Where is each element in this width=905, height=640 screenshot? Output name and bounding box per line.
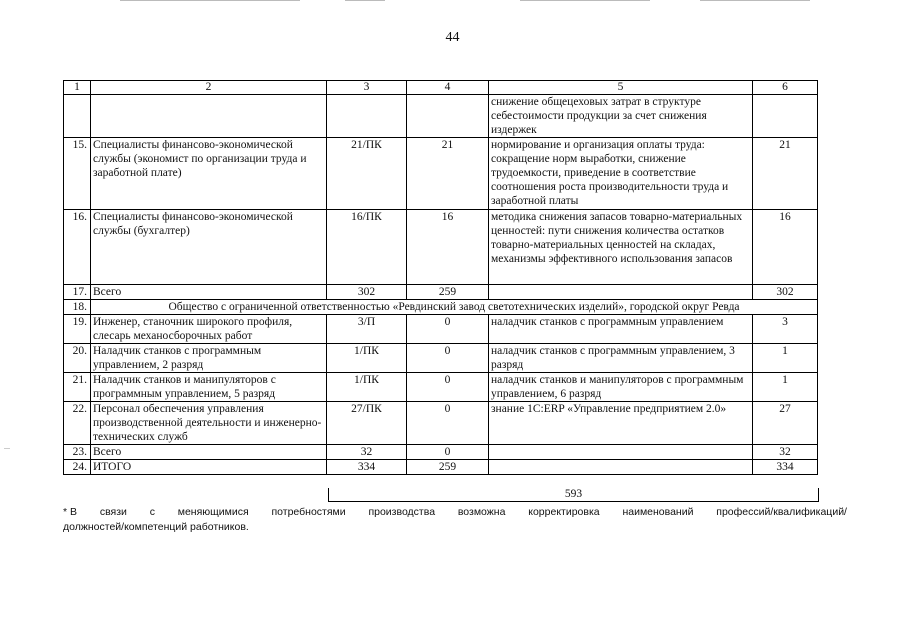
row-profession: Специалисты финансово-экономической службы (экономист по организации труда и заработной плате) bbox=[91, 138, 327, 210]
footnote-word: меняющимися bbox=[177, 506, 249, 518]
row-col4: 16 bbox=[407, 210, 489, 285]
margin-mark bbox=[4, 448, 10, 449]
training-table bbox=[63, 80, 818, 475]
footnote-word: связи bbox=[99, 506, 127, 518]
row-col3: 3/П bbox=[327, 315, 407, 344]
row-col4: 21 bbox=[407, 138, 489, 210]
footnote-word: профессий/квалификаций/ bbox=[716, 506, 847, 518]
row-col4: 259 bbox=[407, 285, 489, 300]
total-row bbox=[64, 460, 818, 475]
header-cell: 3 bbox=[327, 81, 407, 95]
row-col3: 21/ПК bbox=[327, 138, 407, 210]
row-number: 18. bbox=[64, 300, 91, 315]
row-profession: Наладчик станков и манипуляторов с программным управлением, 5 разряд bbox=[91, 373, 327, 402]
footnote-word: корректировка bbox=[528, 506, 600, 518]
footnote-word: потребностями bbox=[271, 506, 346, 518]
header-cell: 2 bbox=[91, 81, 327, 95]
table-row bbox=[64, 210, 818, 285]
row-profession: Всего bbox=[91, 445, 327, 460]
footnote-word: возможна bbox=[457, 506, 506, 518]
row-col4 bbox=[407, 95, 489, 138]
row-col6: 16 bbox=[753, 210, 818, 285]
page-number: 44 bbox=[445, 30, 460, 45]
row-program: нормирование и организация оплаты труда: сокращение норм выработки, снижение трудоемкости, приведение в соответствие соотношения роста производительности труда и заработной платы bbox=[489, 138, 753, 210]
footnote-line bbox=[63, 505, 847, 520]
organization-name: Общество с ограниченной ответственностью «Ревдинский завод светотехнических изделий», городской округ Ревда bbox=[91, 300, 818, 315]
row-number: 19. bbox=[64, 315, 91, 344]
row-program: наладчик станков с программным управлением bbox=[489, 315, 753, 344]
table-row bbox=[64, 285, 818, 300]
row-number: 20. bbox=[64, 344, 91, 373]
row-col6: 302 bbox=[753, 285, 818, 300]
row-col4: 0 bbox=[407, 445, 489, 460]
row-col6: 32 bbox=[753, 445, 818, 460]
row-profession: Персонал обеспечения управления производственной деятельности и инженерно-технических служб bbox=[91, 402, 327, 445]
row-profession: ИТОГО bbox=[91, 460, 327, 475]
top-edge-line bbox=[520, 0, 650, 1]
row-program: наладчик станков с программным управлением, 3 разряд bbox=[489, 344, 753, 373]
header-cell: 5 bbox=[489, 81, 753, 95]
row-col3: 16/ПК bbox=[327, 210, 407, 285]
row-col3: 1/ПК bbox=[327, 373, 407, 402]
row-col3: 334 bbox=[327, 460, 407, 475]
footnote-word: наименований bbox=[622, 506, 694, 518]
row-program bbox=[489, 445, 753, 460]
row-col3: 1/ПК bbox=[327, 344, 407, 373]
row-program: снижение общецеховых затрат в структуре себестоимости продукции за счет снижения издержек bbox=[489, 95, 753, 138]
footnote-word: производства bbox=[368, 506, 436, 518]
top-edge-line bbox=[700, 0, 810, 1]
top-edge-line bbox=[345, 0, 385, 1]
row-number: 22. bbox=[64, 402, 91, 445]
row-col6: 1 bbox=[753, 373, 818, 402]
header-cell: 4 bbox=[407, 81, 489, 95]
footnote bbox=[63, 505, 847, 535]
row-number: 16. bbox=[64, 210, 91, 285]
footnote-word: * В bbox=[63, 506, 78, 518]
row-profession: Инженер, станочник широкого профиля, слесарь механосборочных работ bbox=[91, 315, 327, 344]
header-row bbox=[64, 81, 818, 95]
table-row bbox=[64, 344, 818, 373]
row-profession: Специалисты финансово-экономической службы (бухгалтер) bbox=[91, 210, 327, 285]
top-edge-line bbox=[120, 0, 300, 1]
row-col4: 259 bbox=[407, 460, 489, 475]
row-col4: 0 bbox=[407, 402, 489, 445]
row-col3: 302 bbox=[327, 285, 407, 300]
row-program bbox=[489, 285, 753, 300]
table-row bbox=[64, 373, 818, 402]
header-cell: 6 bbox=[753, 81, 818, 95]
row-col6: 1 bbox=[753, 344, 818, 373]
row-col3 bbox=[327, 95, 407, 138]
table-row bbox=[64, 138, 818, 210]
row-col3: 27/ПК bbox=[327, 402, 407, 445]
row-col4: 0 bbox=[407, 344, 489, 373]
row-number: 17. bbox=[64, 285, 91, 300]
table-row bbox=[64, 402, 818, 445]
row-col4: 0 bbox=[407, 373, 489, 402]
row-col6: 27 bbox=[753, 402, 818, 445]
row-program: знание 1С:ERP «Управление предприятием 2.0» bbox=[489, 402, 753, 445]
table-row bbox=[64, 95, 818, 138]
row-profession: Всего bbox=[91, 285, 327, 300]
row-col3: 32 bbox=[327, 445, 407, 460]
organization-row bbox=[64, 300, 818, 315]
row-program: наладчик станков и манипуляторов с программным управлением, 6 разряд bbox=[489, 373, 753, 402]
row-col4: 0 bbox=[407, 315, 489, 344]
row-col6 bbox=[753, 95, 818, 138]
footnote-word: с bbox=[149, 506, 155, 518]
row-number: 24. bbox=[64, 460, 91, 475]
row-number: 21. bbox=[64, 373, 91, 402]
row-program: методика снижения запасов товарно-материальных ценностей: пути снижения количества остатков товарно-материальных ценностей на складах, механизмы эффективного использования запасов bbox=[489, 210, 753, 285]
row-number bbox=[64, 95, 91, 138]
grand-total: 593 bbox=[328, 488, 819, 502]
row-col6: 3 bbox=[753, 315, 818, 344]
footnote-line: должностей/компетенций работников. bbox=[63, 521, 249, 533]
row-profession: Наладчик станков с программным управлением, 2 разряд bbox=[91, 344, 327, 373]
row-col6: 334 bbox=[753, 460, 818, 475]
table-row bbox=[64, 315, 818, 344]
row-number: 23. bbox=[64, 445, 91, 460]
row-number: 15. bbox=[64, 138, 91, 210]
header-cell: 1 bbox=[64, 81, 91, 95]
row-profession bbox=[91, 95, 327, 138]
row-program bbox=[489, 460, 753, 475]
table-row bbox=[64, 445, 818, 460]
row-col6: 21 bbox=[753, 138, 818, 210]
